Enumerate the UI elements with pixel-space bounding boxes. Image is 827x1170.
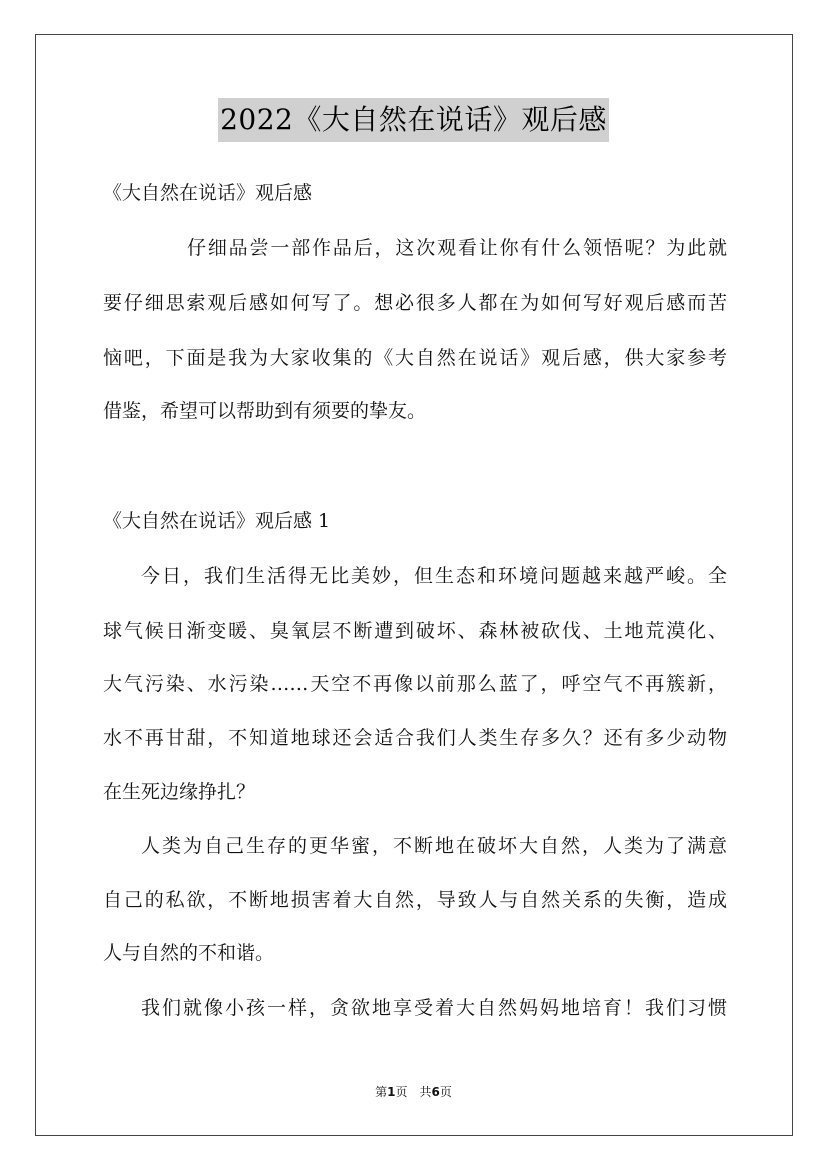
intro-line-2: 要仔细思索观后感如何写了。想必很多人都在为如何写好观后感而苦 (103, 292, 727, 314)
footer-suffix: 页 (439, 1085, 452, 1099)
para2-line-2: 自己的私欲，不断地损害着大自然，导致人与自然关系的失衡，造成 (103, 889, 727, 911)
para1-line-4: 水不再甘甜，不知道地球还会适合我们人类生存多久？还有多少动物 (103, 727, 727, 749)
footer-mid: 页 共 (395, 1085, 432, 1099)
intro-line-3: 恼吧，下面是我为大家收集的《大自然在说话》观后感，供大家参考 (103, 347, 727, 369)
section-heading-1: 《大自然在说话》观后感 1 (103, 510, 331, 532)
para2-line-3: 人与自然的不和谐。 (103, 942, 275, 964)
para1-line-2: 球气候日渐变暖、臭氧层不断遭到破坏、森林被砍伐、土地荒漠化、 (103, 620, 727, 642)
para2-line-1: 人类为自己生存的更华蜜，不断地在破坏大自然，人类为了满意 (141, 835, 727, 857)
intro-line-4: 借鉴，希望可以帮助到有须要的挚友。 (103, 400, 427, 422)
footer-prefix: 第 (375, 1085, 388, 1099)
para1-line-5: 在生死边缘挣扎？ (103, 781, 256, 803)
intro-line-1: 仔细品尝一部作品后，这次观看让你有什么领悟呢？为此就 (187, 237, 727, 259)
para1-line-1: 今日，我们生活得无比美妙，但生态和环境问题越来越严峻。全 (141, 565, 727, 587)
footer-current-page: 1 (387, 1085, 396, 1099)
para3-line-1: 我们就像小孩一样，贪欲地享受着大自然妈妈地培育！我们习惯 (141, 997, 727, 1019)
title-container (0, 98, 827, 142)
page-footer (0, 1083, 827, 1101)
document-title: 2022《大自然在说话》观后感 (218, 98, 609, 142)
footer-total-pages: 6 (431, 1085, 440, 1099)
para1-line-3: 大气污染、水污染……天空不再像以前那么蓝了，呼空气不再簇新， (103, 673, 727, 695)
intro-heading: 《大自然在说话》观后感 (103, 182, 313, 204)
